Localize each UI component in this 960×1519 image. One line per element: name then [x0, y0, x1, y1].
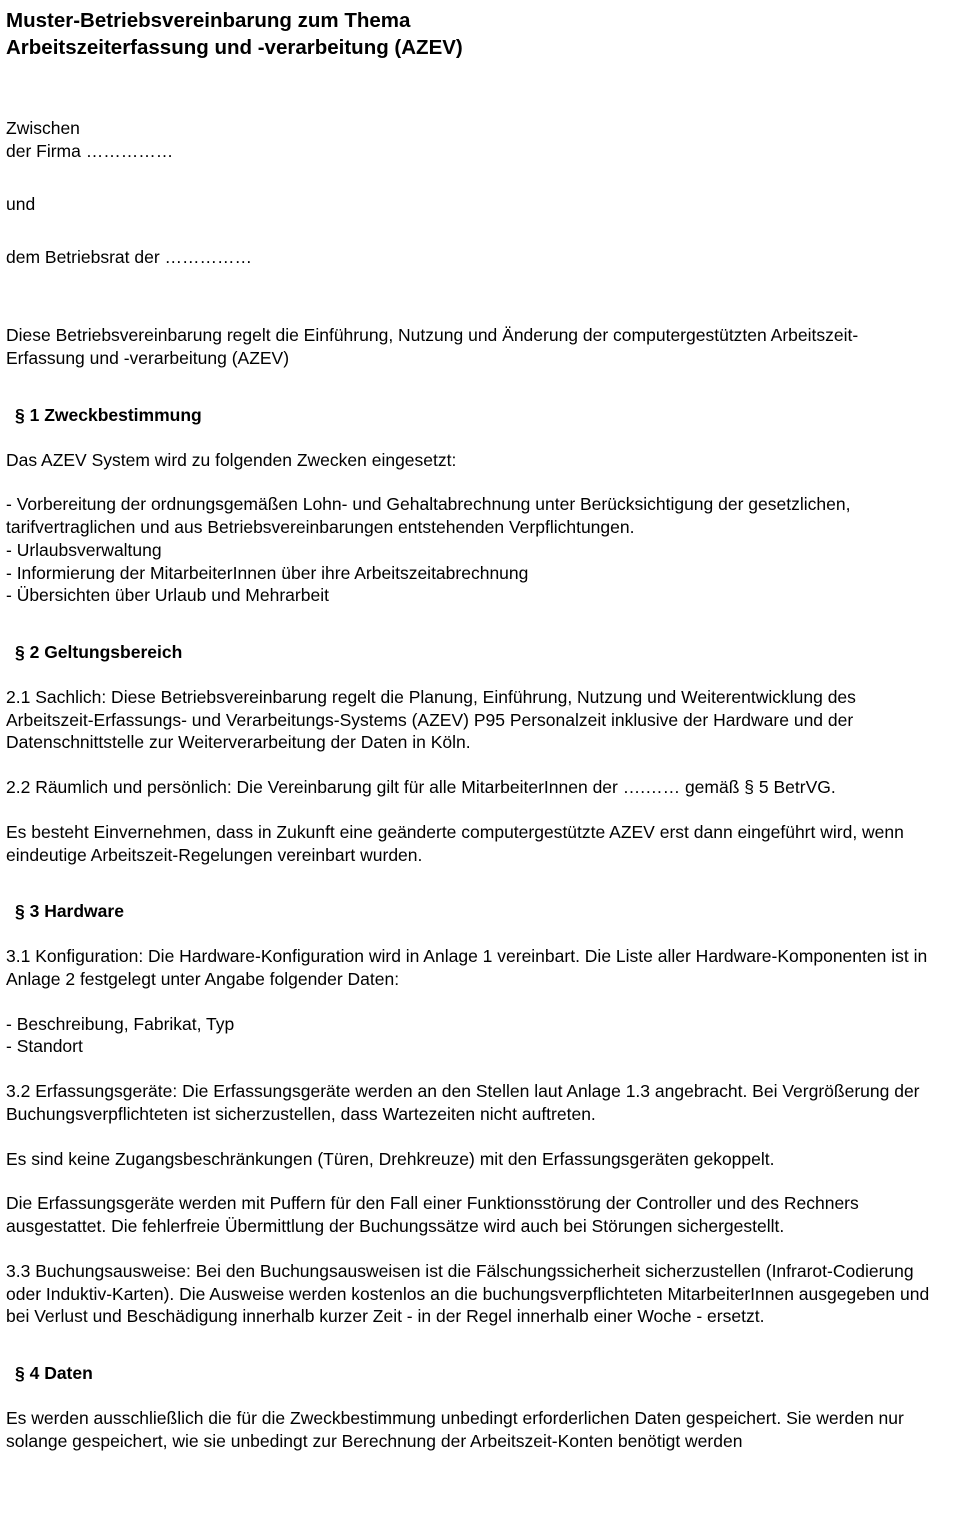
gap-before-section-1 [6, 370, 930, 404]
preamble-spacer-2 [6, 216, 930, 246]
section-3-paragraph-5: Es sind keine Zugangsbeschränkungen (Türen, Drehkreuze) mit den Erfassungsgeräten gekoppelt. [6, 1148, 775, 1169]
gap-after-heading-2 [6, 664, 930, 686]
preamble-betriebsrat: dem Betriebsrat der …………… [6, 246, 253, 267]
preamble-spacer-3 [6, 268, 930, 324]
section-3-paragraph-3: - Standort [6, 1036, 83, 1057]
title-line-1: Muster-Betriebsvereinbarung zum Thema [6, 9, 411, 32]
gap-before-section-3 [6, 866, 930, 900]
preamble-und: und [6, 193, 36, 214]
section-1-paragraph-1: Das AZEV System wird zu folgenden Zwecken eingesetzt: [6, 449, 457, 470]
section-3-paragraph-4: 3.2 Erfassungsgeräte: Die Erfassungsgeräte werden an den Stellen laut Anlage 1.3 angebracht. Bei Vergrößerung der Buchungsverpflichteten ist sicherzustellen, dass Wartezeiten nicht auftreten. [6, 1081, 920, 1124]
gap-s3-p6 [6, 1238, 930, 1260]
section-4-paragraph-1: Es werden ausschließlich die für die Zweckbestimmung unbedingt erforderlichen Daten gespeichert. Sie werden nur solange gespeichert, wie sie unbedingt zur Berechnung der Arbeitszeit-Konten benötigt werden [6, 1407, 904, 1451]
section-1-paragraph-4: - Informierung der MitarbeiterInnen über ihre Arbeitszeitabrechnung [6, 562, 529, 583]
section-2-paragraph-3: Es besteht Einvernehmen, dass in Zukunft eine geänderte computergestützte AZEV erst dann eingeführt wird, wenn eindeutige Arbeitszeit-Regelungen vereinbart wurden. [6, 821, 904, 865]
section-1-paragraph-5: - Übersichten über Urlaub und Mehrarbeit [6, 585, 329, 606]
gap-s3-p4 [6, 1126, 930, 1148]
section-heading-4: § 4 Daten [15, 1363, 93, 1384]
section-heading-3: § 3 Hardware [15, 901, 124, 922]
gap-s3-p5 [6, 1170, 930, 1192]
preamble-spacer-1 [6, 163, 930, 193]
section-2-paragraph-1: 2.1 Sachlich: Diese Betriebsvereinbarung regelt die Planung, Einführung, Nutzung und Weiterentwicklung des Arbeitszeit-Erfassungs- und Verarbeitungs-Systems (AZEV) P95 Personalzeit inklusive der Hardware und der Datenschnittstelle zur Weiterverarbeitung der Daten in Köln. [6, 686, 856, 753]
gap-s2-p1 [6, 754, 930, 776]
gap-s3-list [6, 1058, 930, 1080]
title-line-2: Arbeitszeiterfassung und -verarbeitung (AZEV) [6, 35, 463, 59]
gap-after-heading-3 [6, 923, 930, 945]
gap-before-section-2 [6, 607, 930, 641]
section-3-paragraph-6: Die Erfassungsgeräte werden mit Puffern für den Fall einer Funktionsstörung der Controller und des Rechners ausgestattet. Die fehlerfreie Übermittlung der Buchungssätze wird auch bei Störungen sichergestellt. [6, 1193, 859, 1237]
gap-before-section-4 [6, 1328, 930, 1362]
gap-after-heading-1 [6, 427, 930, 449]
preamble-firma: der Firma …………… [6, 141, 174, 162]
section-3-paragraph-7: 3.3 Buchungsausweise: Bei den Buchungsausweisen ist die Fälschungssicherheit sicherzustellen (Infrarot-Codierung oder Induktiv-Karten). Die Ausweise werden kostenlos an die buchungsverpflichteten MitarbeiterInnen ausgegeben und bei Verlust und Beschädigung innerhalb kurzer Zeit - in der Regel innerhalb einer Woche - ersetzt. [6, 1260, 930, 1327]
gap-s2-p2 [6, 799, 930, 821]
preamble-zwischen: Zwischen [6, 118, 80, 139]
gap-s3-p1 [6, 991, 930, 1013]
page-title [6, 8, 930, 61]
section-1-paragraph-2: - Vorbereitung der ordnungsgemäßen Lohn- und Gehaltabrechnung unter Berücksichtigung der gesetzlichen, tarifvertraglichen und aus Betriebsvereinbarungen entstehenden Verpflichtungen. [6, 494, 851, 538]
section-3-paragraph-1: 3.1 Konfiguration: Die Hardware-Konfiguration wird in Anlage 1 vereinbart. Die Liste aller Hardware-Komponenten ist in Anlage 2 festgelegt unter Angabe folgender Daten: [6, 946, 928, 989]
gap-after-heading-4 [6, 1385, 930, 1407]
section-heading-1: § 1 Zweckbestimmung [15, 404, 202, 425]
section-heading-2: § 2 Geltungsbereich [15, 642, 183, 663]
title-spacer [6, 61, 930, 117]
preamble-intro: Diese Betriebsvereinbarung regelt die Einführung, Nutzung und Änderung der computergestützten Arbeitszeit-Erfassung und -verarbeitung (AZEV) [6, 325, 859, 369]
gap-s1-p1 [6, 471, 930, 493]
section-2-paragraph-2: 2.2 Räumlich und persönlich: Die Vereinbarung gilt für alle MitarbeiterInnen der ….…… gemäß § 5 BetrVG. [6, 777, 836, 798]
section-1-paragraph-3: - Urlaubsverwaltung [6, 539, 162, 560]
section-3-paragraph-2: - Beschreibung, Fabrikat, Typ [6, 1013, 235, 1034]
